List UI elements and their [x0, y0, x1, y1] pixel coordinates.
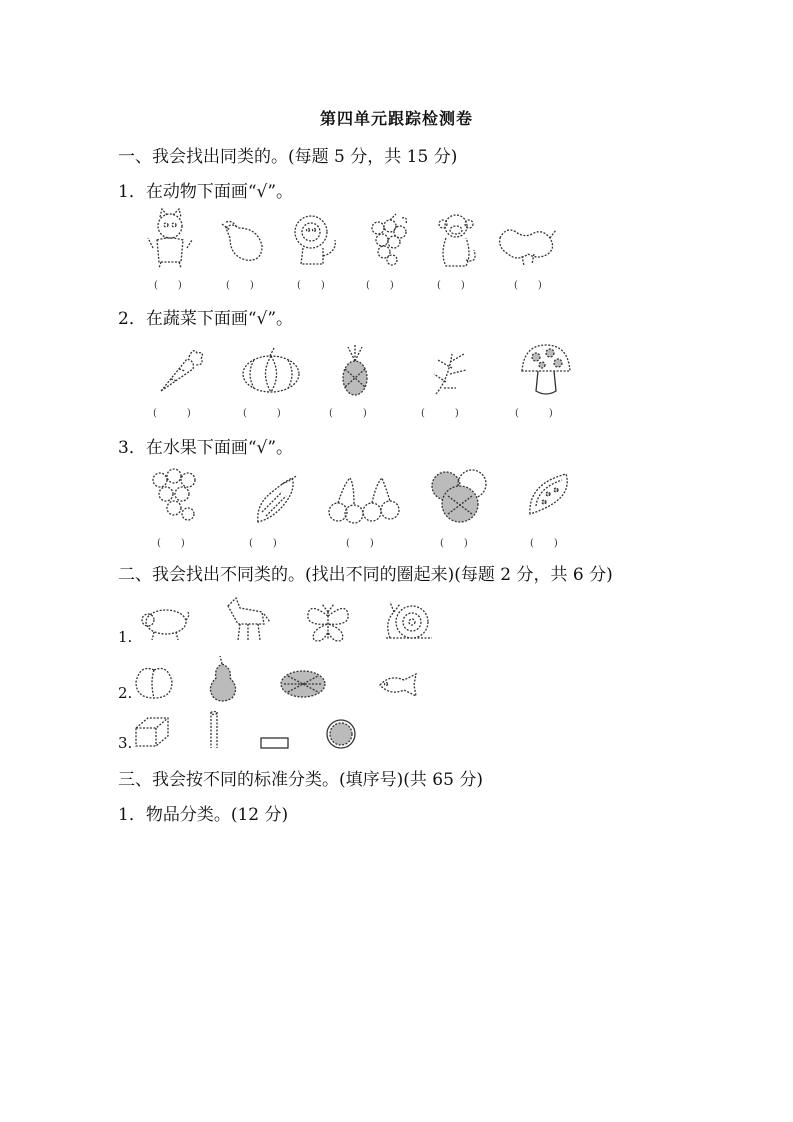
cylinder-icon[interactable] — [208, 710, 220, 750]
answer-paren[interactable]: ( ) — [514, 280, 542, 291]
section3-heading: 三、我会按不同的标准分类。(填序号)(共 65 分) — [118, 770, 483, 790]
q3-text: 3．在水果下面画“√”。 — [118, 438, 294, 458]
answer-paren[interactable]: ( ) — [154, 280, 182, 291]
grapes-icon — [148, 468, 206, 524]
watermelon-slice-icon — [526, 470, 576, 516]
mushroom-icon — [518, 343, 574, 397]
strawberry-icon — [428, 468, 494, 526]
corn-icon — [252, 474, 298, 526]
row-number: 3. — [118, 734, 133, 752]
butterfly-icon[interactable] — [304, 602, 352, 644]
cube-icon[interactable] — [134, 716, 170, 748]
pig-icon[interactable] — [138, 606, 190, 642]
fish-icon[interactable] — [378, 672, 420, 698]
q2-text: 2．在蔬菜下面画“√”。 — [118, 309, 294, 329]
answer-paren[interactable]: ( ) — [249, 538, 277, 549]
pumpkin-icon — [240, 346, 302, 394]
answer-paren[interactable]: ( ) — [297, 280, 325, 291]
monkey-icon — [432, 210, 482, 272]
snail-icon[interactable] — [382, 592, 438, 644]
answer-paren[interactable]: ( ) — [226, 280, 254, 291]
answer-paren[interactable]: ( ) — [157, 538, 185, 549]
pear-icon[interactable] — [206, 656, 240, 702]
answer-paren[interactable]: ( ) — [421, 408, 459, 419]
plant-icon — [430, 350, 474, 396]
answer-paren[interactable]: ( ) — [329, 408, 367, 419]
pineapple-icon — [338, 345, 372, 397]
carrot-icon — [157, 345, 207, 395]
cat-icon — [145, 208, 195, 270]
watermelon-icon[interactable] — [278, 668, 328, 700]
row-number: 2. — [118, 684, 133, 702]
squirrel-icon — [494, 218, 560, 268]
answer-paren[interactable]: ( ) — [515, 408, 553, 419]
grapes-icon — [362, 214, 412, 270]
answer-paren[interactable]: ( ) — [440, 538, 468, 549]
page-title: 第四单元跟踪检测卷 — [319, 109, 473, 128]
section3-q1: 1．物品分类。(12 分) — [118, 805, 289, 825]
peach-icon[interactable] — [134, 664, 174, 700]
q1-text: 1．在动物下面画“√”。 — [118, 182, 294, 202]
horse-icon[interactable] — [222, 596, 270, 642]
lion-icon — [289, 212, 341, 268]
circle-icon[interactable] — [325, 718, 357, 750]
section1-heading: 一、我会找出同类的。(每题 5 分，共 15 分) — [118, 147, 458, 167]
answer-paren[interactable]: ( ) — [437, 280, 465, 291]
answer-paren[interactable]: ( ) — [366, 280, 394, 291]
answer-paren[interactable]: ( ) — [243, 408, 281, 419]
rectangle-icon[interactable] — [260, 736, 290, 750]
cherries-icon — [326, 474, 406, 524]
row-number: 1. — [118, 628, 133, 646]
eggplant-icon — [218, 218, 268, 266]
answer-paren[interactable]: ( ) — [153, 408, 191, 419]
section2-heading: 二、我会找出不同类的。(找出不同的圈起来)(每题 2 分，共 6 分) — [118, 565, 613, 585]
answer-paren[interactable]: ( ) — [530, 538, 558, 549]
answer-paren[interactable]: ( ) — [346, 538, 374, 549]
